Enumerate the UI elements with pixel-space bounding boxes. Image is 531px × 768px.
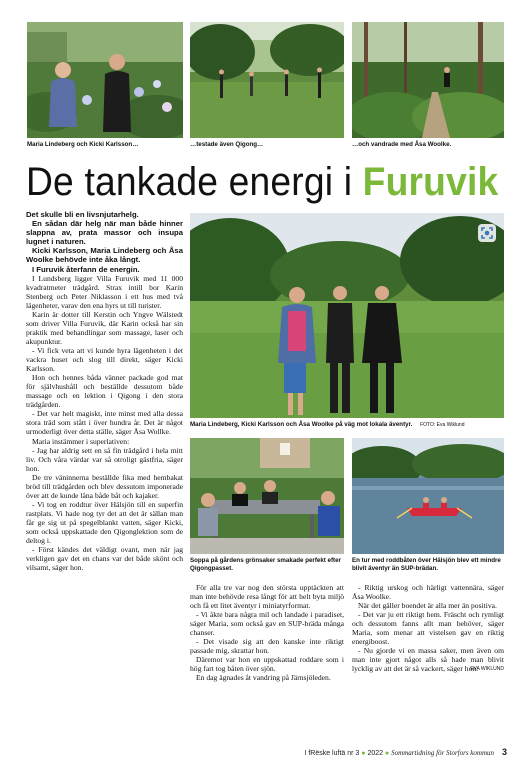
footer-series: Sommartidning för Storfors kommun — [391, 749, 495, 757]
page-footer — [304, 747, 507, 757]
article-paragraph: - Det var helt magiskt, inte minst med alla dessa stora träd som stått i över hundra år. Det är något urmoderligt över detta ställe, säger Åsa Wollke. — [26, 409, 183, 437]
article-paragraph: - Vi åkte bara några mil och landade i paradiset, säger Maria, som också gav en SUP-bräda många chanser. — [190, 610, 344, 638]
photo-garden-picnic — [190, 438, 344, 554]
article-byline: EVA WIKLUND — [470, 666, 504, 673]
article-paragraph: - Jag har aldrig sett en så fin trädgård i hela mitt liv. Och våra värdar var så otroligt gästfria, säger hon. — [26, 445, 183, 473]
footer-dot-icon: ● — [384, 750, 390, 757]
photo-gardening-women — [27, 22, 183, 138]
article-paragraph: Maria instämmer i superlativen: — [32, 436, 130, 446]
article-paragraph: - Riktig urskog och härligt vattennära, säger Åsa Woolke. — [352, 583, 504, 602]
footer-dot-icon: ● — [361, 750, 366, 757]
article-lead-1: Det skulle bli en livsnjutarhelg. — [26, 210, 139, 219]
photo-qigong-lawn — [190, 22, 344, 138]
article-paragraph: - Först kändes det väldigt ovant, men när jag verkligen gav det en chans var det både skönt och vilsamt, säger hon. — [26, 545, 183, 573]
article-lead-4: I Furuvik återfann de energin. — [32, 264, 140, 274]
caption-main-text: Maria Lindeberg, Kicki Karlsson och Åsa Woolke på väg mot lokala äventyr. — [190, 421, 413, 428]
caption-photo2: …testade även Qigong… — [190, 141, 264, 148]
article-paragraph: - Nu gjorde vi en massa saker, men även om man inte gjort något alls så hade man blivit lycklig av att det är så vackert, säger hon. — [352, 646, 504, 674]
article-column-3 — [352, 583, 504, 675]
article-paragraph: För alla tre var nog den största upptäckten att man inte behövde resa långt för att helt byta miljö och få ett litet äventyr i miniatyrformat. — [190, 583, 344, 611]
headline-accent: Furuvik — [362, 160, 499, 204]
caption-photo3: …och vandrade med Åsa Woolke. — [352, 141, 452, 148]
article-paragraph: De tre väninnerna beställde fika med hembakat bröd till trädgården och blev dessutom imponerade över att de kunde låna både båt och kajaker. — [26, 472, 183, 500]
photo-main-three-women — [190, 213, 504, 418]
caption-main — [190, 421, 510, 430]
article-lead-3: Kicki Karlsson, Maria Lindeberg och Åsa Woolke behövde inte åka långt. — [26, 246, 183, 265]
article-paragraph: Karin är dotter till Kerstin och Yngve Wälstedt som driver Villa Furuvik, där Karin också har sin praktik med behandlingar som massage, laser och akupunktur. — [26, 309, 183, 346]
photo-forest-hike — [352, 22, 504, 138]
caption-boat: En tur med roddbåten över Hälsjön blev ett mindre blivit äventyr än SUP-brädan. — [352, 557, 501, 572]
article-lead-2: En sådan där helg när man både hinner slappna av, prata massor och insupa lugnet i naturen. — [26, 219, 183, 247]
headline-main: De tankade energi i — [26, 160, 363, 204]
article-paragraph: Hon och hennes båda vänner packade god mat för självhushåll och beställde dessutom både massage och en lektion i Qigong i den stora trädgården. — [26, 373, 183, 410]
article-paragraph: - Det visade sig att den kanske inte riktigt passade mig, skrattar hon. — [190, 637, 344, 656]
caption-picnic: Soppa på gårdens grönsaker smakade perfekt efter Qigongpasset. — [190, 557, 341, 572]
lens-icon[interactable] — [478, 224, 496, 242]
caption-main-credit: FOTO: Eva Wiklund — [420, 422, 465, 428]
article-column-1 — [26, 210, 183, 572]
article-paragraph: En dag ägnades åt vandring på Järnsjöleden. — [196, 673, 331, 683]
article-paragraph: När det gäller boendet är alla mer än positiva. — [358, 601, 497, 611]
article-paragraph: I Lundsberg ligger Villa Furuvik med 11 000 kvadratmeter trädgård. Strax intill bor Karin Stenberg och Peter Niklasson i ett hus med två lägenheter, varav den ena hyrs ut till turister. — [26, 273, 183, 310]
footer-publication: I fRëske luftä nr 3 — [304, 750, 360, 757]
article-paragraph: Däremot var hon en uppskattad roddare som i hög fart tog båten över sjön. — [190, 655, 344, 674]
article-column-2 — [190, 583, 344, 683]
article-paragraph: - Vi tog en roddtur över Hälsjön till en superfin rastplats. Vi hade nog tyr det att det är sällan man får ge sig ut på spegelblankt vatten, säger Kicki, som också uppskattade den Qigonglektion som de deltog i. — [26, 499, 183, 546]
footer-year: 2022 — [367, 750, 384, 757]
photo-rowing-boat — [352, 438, 504, 554]
page-headline — [26, 160, 498, 204]
caption-photo1: Maria Lindeberg och Kicki Karlsson… — [27, 141, 139, 148]
page-number: 3 — [501, 747, 507, 757]
article-paragraph: - Vi fick veta att vi kunde hyra lägenheten i det vackra huset och slog till direkt, säger Kicki Karlsson. — [26, 346, 183, 374]
article-paragraph: - Det var ju ett riktigt hem. Fräscht och rymligt och dessutom fanns allt man behöver, säger Maria, som menar att vistelsen gav en riktig energiboost. — [352, 610, 504, 647]
